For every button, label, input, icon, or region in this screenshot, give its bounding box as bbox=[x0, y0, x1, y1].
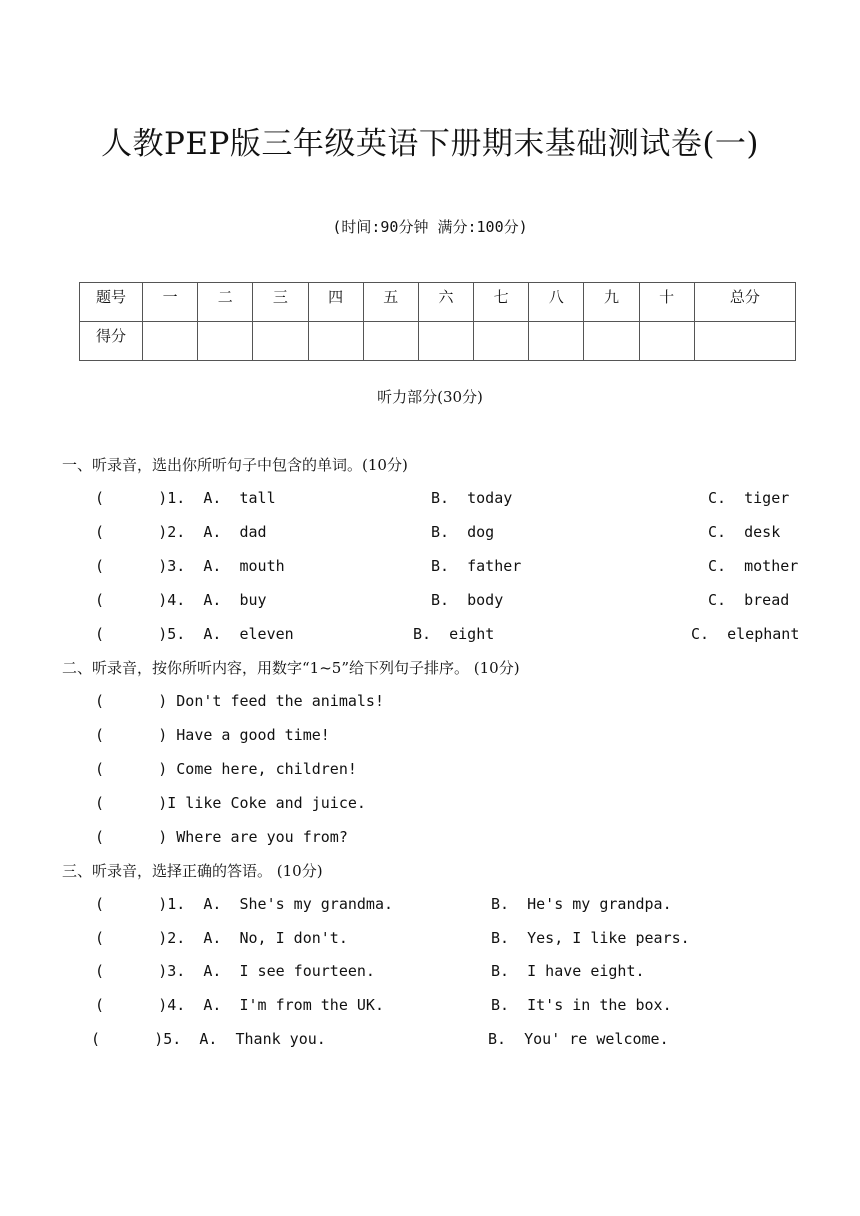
score-header-cell: 八 bbox=[529, 283, 584, 322]
score-header-cell: 十 bbox=[639, 283, 694, 322]
score-input-cell[interactable] bbox=[198, 322, 253, 361]
ordering-sentence: ( ) Don't feed the animals! bbox=[95, 692, 384, 710]
question-option-a: ( )2. A. dad bbox=[95, 523, 267, 541]
score-header-cell: 五 bbox=[363, 283, 418, 322]
score-input-cell[interactable] bbox=[418, 322, 473, 361]
ordering-sentence: ( ) Come here, children! bbox=[95, 760, 357, 778]
score-header-cell: 二 bbox=[198, 283, 253, 322]
score-header-cell: 总分 bbox=[694, 283, 795, 322]
score-input-cell[interactable] bbox=[529, 322, 584, 361]
exam-meta: (时间:90分钟 满分:100分) bbox=[332, 218, 528, 236]
answer-option-b: B. You' re welcome. bbox=[488, 1030, 669, 1048]
score-row-label: 得分 bbox=[80, 322, 143, 361]
question-option-b: B. eight bbox=[413, 625, 495, 643]
answer-option-a: ( )3. A. I see fourteen. bbox=[95, 962, 375, 980]
score-table-header-row bbox=[80, 283, 796, 322]
score-header-cell: 九 bbox=[584, 283, 639, 322]
question-option-a: ( )3. A. mouth bbox=[95, 557, 285, 575]
answer-option-a: ( )5. A. Thank you. bbox=[91, 1030, 326, 1048]
answer-option-a: ( )4. A. I'm from the UK. bbox=[95, 996, 384, 1014]
score-header-cell: 一 bbox=[143, 283, 198, 322]
question-option-b: B. father bbox=[431, 557, 522, 575]
score-input-cell[interactable] bbox=[143, 322, 198, 361]
question-option-b: B. today bbox=[431, 489, 513, 507]
score-header-cell: 四 bbox=[308, 283, 363, 322]
answer-option-b: B. He's my grandpa. bbox=[491, 895, 672, 913]
score-table bbox=[79, 282, 796, 361]
score-input-cell[interactable] bbox=[639, 322, 694, 361]
score-input-cell[interactable] bbox=[694, 322, 795, 361]
score-input-cell[interactable] bbox=[363, 322, 418, 361]
answer-option-a: ( )1. A. She's my grandma. bbox=[95, 895, 394, 913]
answer-option-b: B. Yes, I like pears. bbox=[491, 929, 690, 947]
score-input-cell[interactable] bbox=[584, 322, 639, 361]
question-option-b: B. dog bbox=[431, 523, 495, 541]
section3-heading: 三、听录音，选择正确的答语。 (10分) bbox=[62, 862, 323, 880]
question-option-c: C. elephant bbox=[691, 625, 800, 643]
score-input-cell[interactable] bbox=[253, 322, 308, 361]
question-option-c: C. desk bbox=[708, 523, 781, 541]
score-table-score-row bbox=[80, 322, 796, 361]
page-title: 人教PEP版三年级英语下册期末基础测试卷(一) bbox=[100, 126, 760, 162]
score-input-cell[interactable] bbox=[474, 322, 529, 361]
score-input-cell[interactable] bbox=[308, 322, 363, 361]
score-header-cell: 六 bbox=[418, 283, 473, 322]
ordering-sentence: ( ) Where are you from? bbox=[95, 828, 348, 846]
question-option-a: ( )5. A. eleven bbox=[95, 625, 294, 643]
score-header-cell: 题号 bbox=[80, 283, 143, 322]
section1-heading: 一、听录音，选出你所听句子中包含的单词。(10分) bbox=[62, 456, 408, 474]
answer-option-b: B. I have eight. bbox=[491, 962, 645, 980]
question-option-c: C. tiger bbox=[708, 489, 790, 507]
question-option-a: ( )4. A. buy bbox=[95, 591, 267, 609]
listening-section-heading: 听力部分(30分) bbox=[377, 388, 483, 406]
score-header-cell: 七 bbox=[474, 283, 529, 322]
score-header-cell: 三 bbox=[253, 283, 308, 322]
question-option-c: C. bread bbox=[708, 591, 790, 609]
ordering-sentence: ( ) Have a good time! bbox=[95, 726, 330, 744]
question-option-c: C. mother bbox=[708, 557, 799, 575]
answer-option-a: ( )2. A. No, I don't. bbox=[95, 929, 348, 947]
question-option-a: ( )1. A. tall bbox=[95, 489, 276, 507]
ordering-sentence: ( )I like Coke and juice. bbox=[95, 794, 366, 812]
question-option-b: B. body bbox=[431, 591, 504, 609]
section2-heading: 二、听录音，按你所听内容，用数字“1~5”给下列句子排序。 (10分) bbox=[62, 659, 520, 677]
answer-option-b: B. It's in the box. bbox=[491, 996, 672, 1014]
